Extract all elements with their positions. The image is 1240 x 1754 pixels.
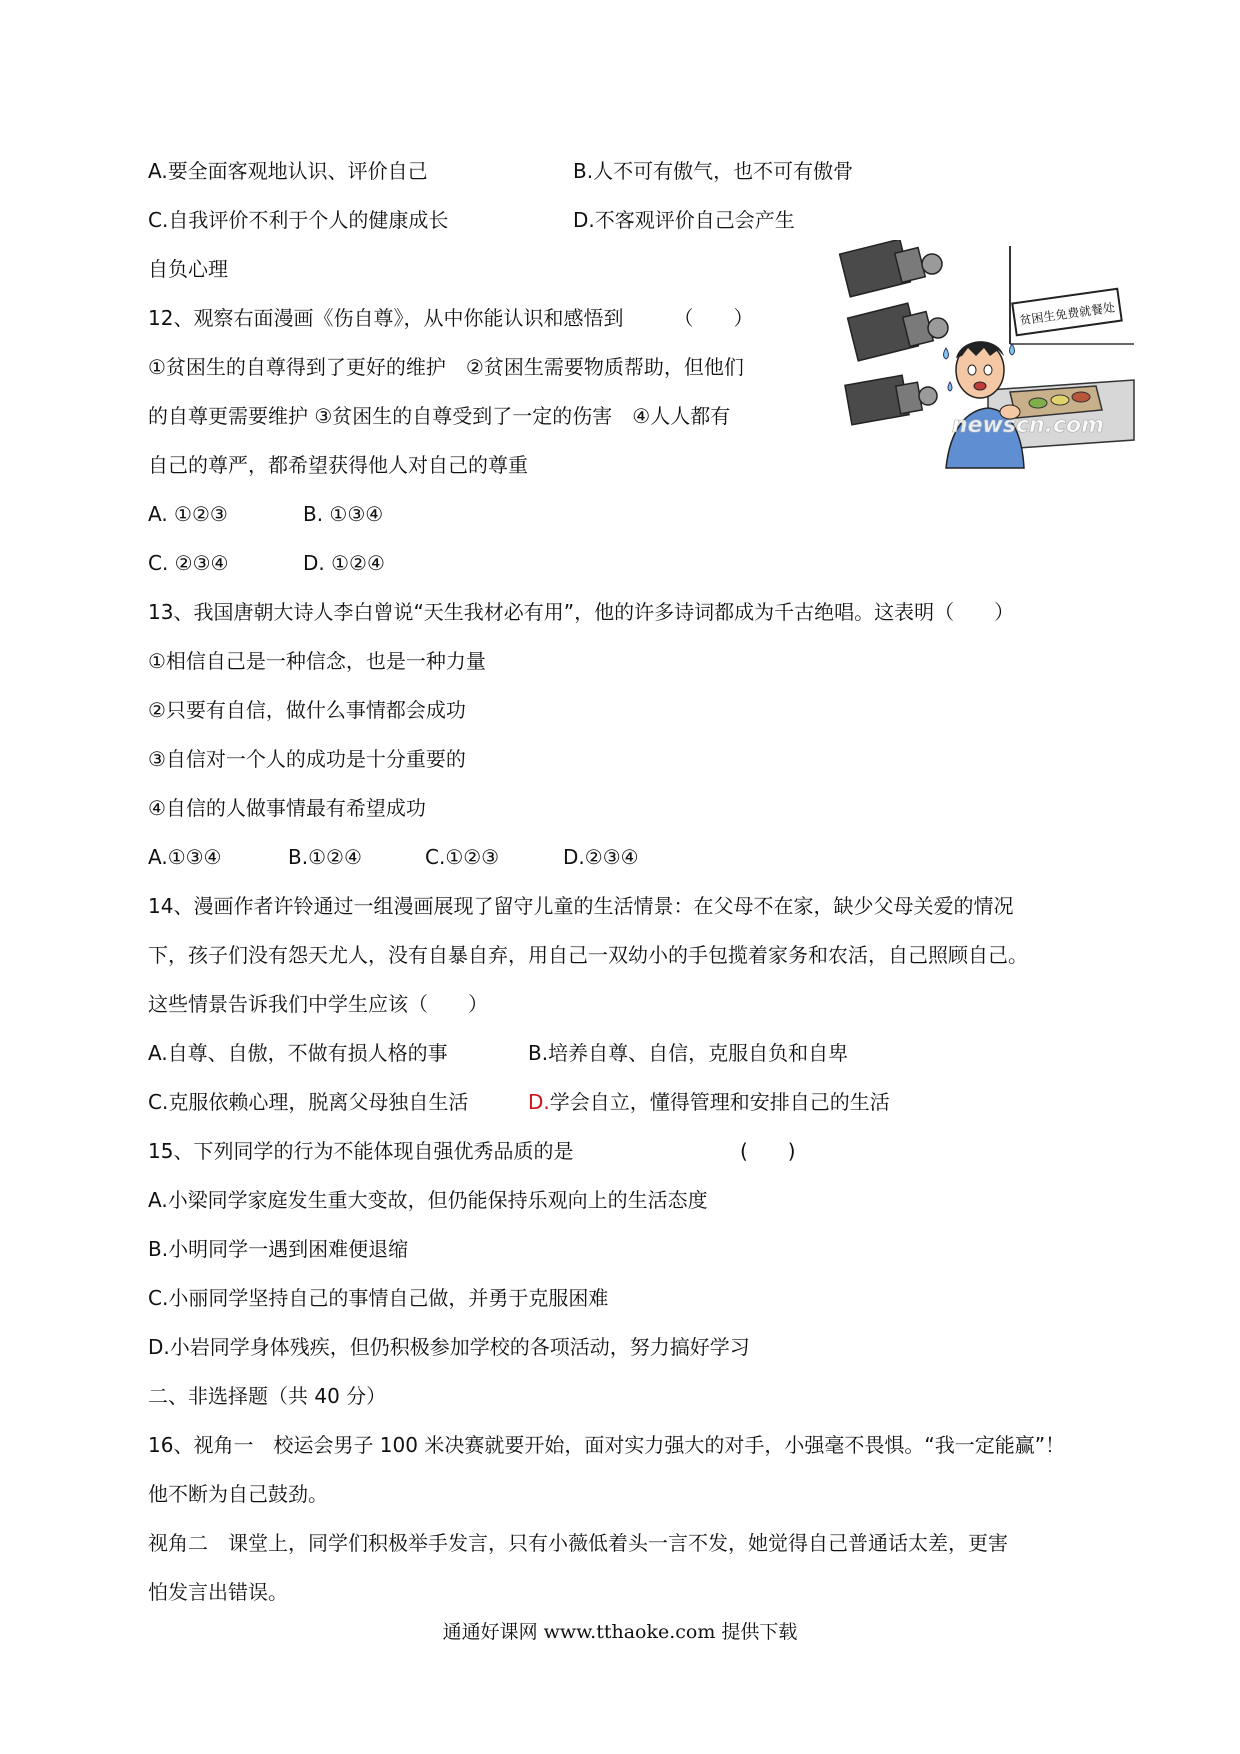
section-2-heading: 二、非选择题（共 40 分） [148,1384,387,1408]
q12-option-b: B. ①③④ [303,502,384,526]
q16-perspective-2-line-1: 视角二 课堂上，同学们积极举手发言，只有小薇低着头一言不发，她觉得自己普通话太差，更害 [148,1531,1008,1555]
q12-option-c: C. ②③④ [148,551,229,575]
q12-option-d: D. ①②④ [303,551,385,575]
q14-answer-letter: D. [528,1090,550,1114]
q13-item-4: ④自信的人做事情最有希望成功 [148,796,426,820]
q13-stem: 13、我国唐朝大诗人李白曾说“天生我材必有用”，他的许多诗词都成为千古绝唱。这表明（ ） [148,600,1015,624]
q13-option-d: D.②③④ [563,845,639,869]
q16-perspective-2-line-2: 怕发言出错误。 [148,1580,288,1604]
q15-stem: 15、下列同学的行为不能体现自强优秀品质的是 [148,1139,574,1163]
cartoon-illustration-icon [838,240,1138,470]
q11-option-a: A.要全面客观地认识、评价自己 [148,159,428,183]
cartoon-sign-text: 贫困生免费就餐处 [1018,300,1116,328]
page-footer: 通通好课网 www.tthaoke.com 提供下载 [442,1621,798,1643]
q14-option-a: A.自尊、自傲，不做有损人格的事 [148,1041,448,1065]
q14-stem-line-3: 这些情景告诉我们中学生应该（ ） [148,992,488,1016]
cartoon-watermark: newscn.com [951,413,1105,438]
q13-option-b: B.①②④ [288,845,362,869]
q15-option-a: A.小梁同学家庭发生重大变故，但仍能保持乐观向上的生活态度 [148,1188,708,1212]
q13-item-1: ①相信自己是一种信念，也是一种力量 [148,649,486,673]
q14-option-b: B.培养自尊、自信，克服自负和自卑 [528,1041,849,1065]
q14-stem-line-2: 下，孩子们没有怨天尤人，没有自暴自弃，用自己一双幼小的手包揽着家务和农活，自己照顾自己。 [148,943,1028,967]
q12-statement-line-2: 的自尊更需要维护 ③贫困生的自尊受到了一定的伤害 ④人人都有 [148,404,731,428]
q13-item-2: ②只要有自信，做什么事情都会成功 [148,698,466,722]
q14-option-d-text: 学会自立，懂得管理和安排自己的生活 [549,1090,890,1114]
q14-stem-line-1: 14、漫画作者许铃通过一组漫画展现了留守儿童的生活情景：在父母不在家，缺少父母关爱的情况 [148,894,1014,918]
q16-perspective-1-line-2: 他不断为自己鼓劲。 [148,1482,328,1506]
q15-option-b: B.小明同学一遇到困难便退缩 [148,1237,409,1261]
q12-statement-line-3: 自己的尊严，都希望获得他人对自己的尊重 [148,453,528,477]
q14-option-c: C.克服依赖心理，脱离父母独自生活 [148,1090,469,1114]
q16-perspective-1-line-1: 16、视角一 校运会男子 100 米决赛就要开始，面对实力强大的对手，小强毫不畏惧。“我一定能赢”！ [148,1433,1066,1457]
q14-option-d [528,1088,890,1116]
q15-answer-paren: ( ) [740,1139,796,1163]
q11-option-c: C.自我评价不利于个人的健康成长 [148,208,449,232]
q13-option-c: C.①②③ [425,845,500,869]
q15-option-d: D.小岩同学身体残疾，但仍积极参加学校的各项活动，努力搞好学习 [148,1335,750,1359]
q12-statement-line-1: ①贫困生的自尊得到了更好的维护 ②贫困生需要物质帮助，但他们 [148,355,744,379]
q15-option-c: C.小丽同学坚持自己的事情自己做，并勇于克服困难 [148,1286,609,1310]
q12-stem: 12、观察右面漫画《伤自尊》，从中你能认识和感悟到 （ ） [148,306,754,330]
q11-option-b: B.人不可有傲气，也不可有傲骨 [573,159,854,183]
q11-option-d-continued: 自负心理 [148,257,228,281]
q13-item-3: ③自信对一个人的成功是十分重要的 [148,747,466,771]
q13-option-a: A.①③④ [148,845,222,869]
q11-option-d: D.不客观评价自己会产生 [573,208,795,232]
q12-option-a: A. ①②③ [148,502,228,526]
